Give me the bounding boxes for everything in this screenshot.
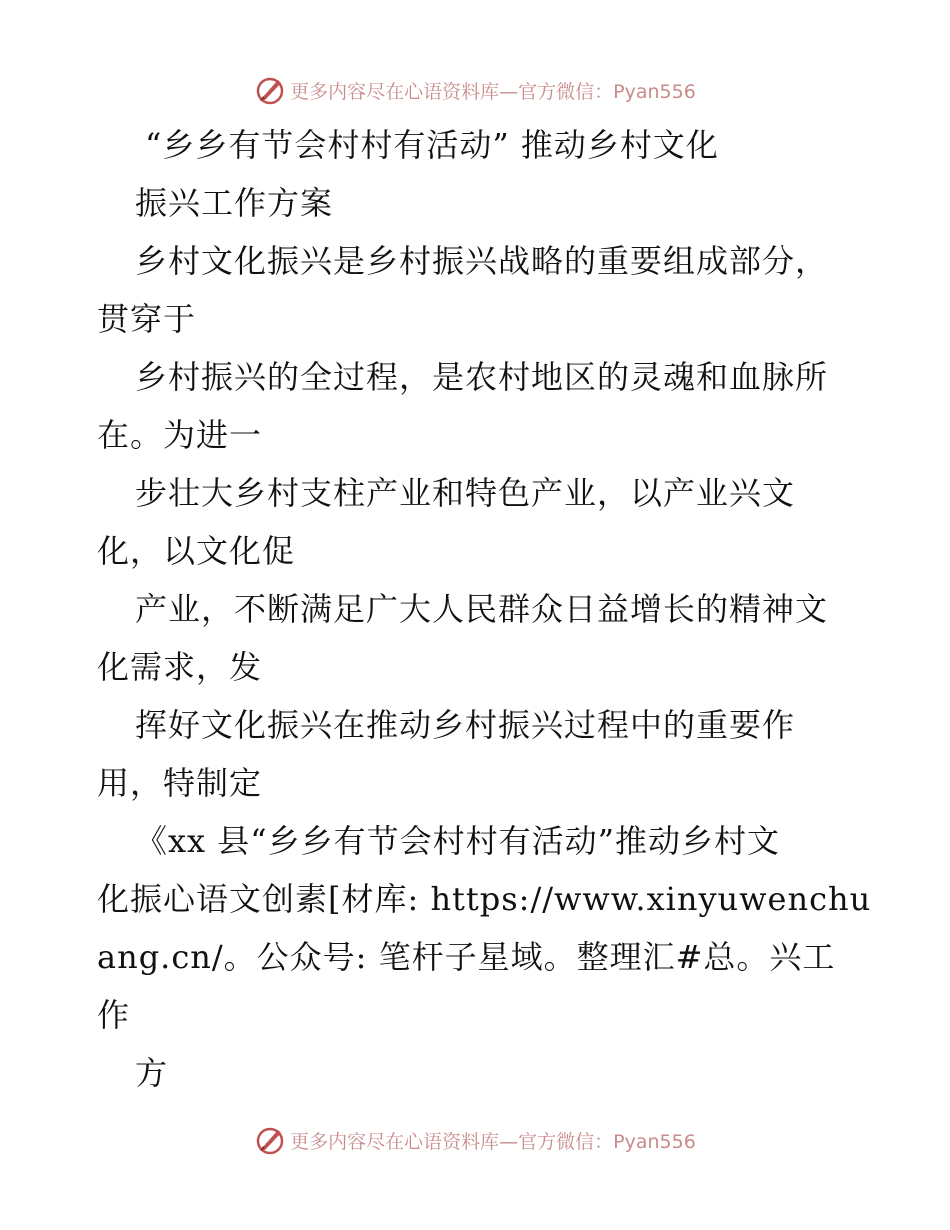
paragraph-line: 产业，不断满足广大人民群众日益增长的精神文 <box>135 590 829 628</box>
paragraph-line: 化振心语文创素[材库: https://www.xinyuwenchu <box>97 880 872 918</box>
paragraph-line: 在。为进一 <box>97 416 263 454</box>
paragraph-line: 乡村振兴的全过程，是农村地区的灵魂和血脉所 <box>135 358 829 396</box>
document-title-line-1: “乡乡有节会村村有活动” 推动乡村文化 <box>145 126 719 164</box>
paragraph-line: 挥好文化振兴在推动乡村振兴过程中的重要作 <box>135 706 796 744</box>
document-body <box>97 116 872 1102</box>
paragraph-line: 步壮大乡村支柱产业和特色产业，以产业兴文 <box>135 474 796 512</box>
paragraph-line: 作 <box>97 996 131 1034</box>
paragraph-line: 方 <box>135 1054 169 1092</box>
quill-logo-icon <box>254 74 286 106</box>
paragraph-line: 乡村文化振兴是乡村振兴战略的重要组成部分， <box>135 242 829 280</box>
paragraph-line: 贯穿于 <box>97 300 197 338</box>
paragraph-line: 《xx 县“乡乡有节会村村有活动”推动乡村文 <box>135 822 780 860</box>
document-title-line-2: 振兴工作方案 <box>135 184 334 222</box>
header-watermark-banner <box>0 70 950 110</box>
paragraph-line: 化，以文化促 <box>97 532 296 570</box>
footer-watermark-banner <box>0 1120 950 1160</box>
paragraph-line: 用，特制定 <box>97 764 263 802</box>
quill-logo-icon <box>254 1124 286 1156</box>
header-watermark-text: 更多内容尽在心语资料库—官方微信：Pyan556 <box>290 80 696 103</box>
footer-watermark-text: 更多内容尽在心语资料库—官方微信：Pyan556 <box>290 1130 696 1153</box>
paragraph-line: 化需求，发 <box>97 648 263 686</box>
paragraph-line: ang.cn/。公众号: 笔杆子星域。整理汇#总。兴工 <box>97 938 836 976</box>
